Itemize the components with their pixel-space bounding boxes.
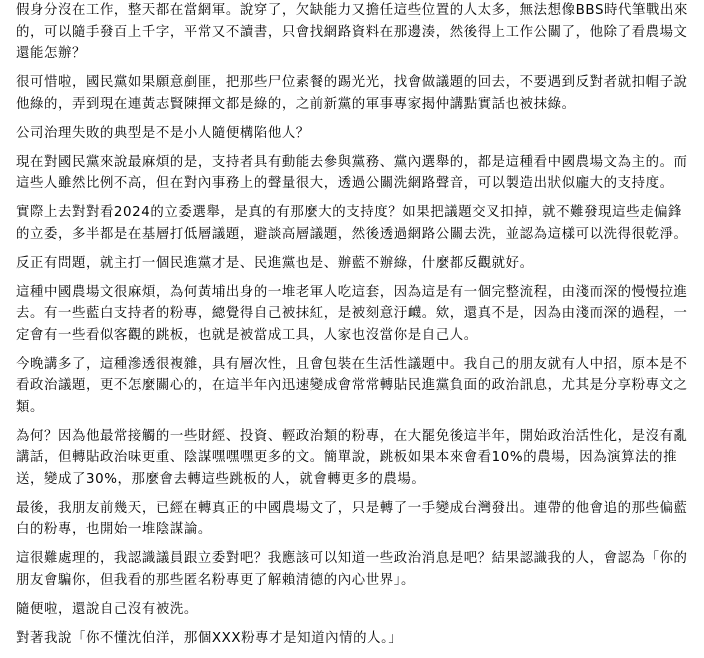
post-paragraph: 今晚講多了，這種滲透很複雜，具有層次性，且會包裝在生活性議題中。我自己的朋友就有人中招，原本是不看政治議題，更不怎麼關心的，在這半年內迅速變成會常常轉貼民進黨負面的政治訊息，尤其是分享粉專文之類。: [16, 356, 688, 415]
post-paragraph: 反正有問題，就主打一個民進黨才是、民進黨也是、辦藍不辦綠，什麼都反觀就好。: [16, 255, 534, 271]
post-paragraph: 為何？因為他最常接觸的一些財經、投資、輕政治類的粉專，在大罷免後這半年，開始政治活性化，是沒有亂講話，但轉貼政治味更重、陰謀嘿嘿嘿更多的文。簡單說，跳板如果本來會看10%的農場，因為演算法的推送，變成了30%，那麼會去轉這些跳板的人，就會轉更多的農場。: [16, 428, 688, 487]
post-paragraph: 這很難處理的，我認識議員跟立委對吧？我應該可以知道一些政治消息是吧？結果認識我的人，會認為「你的朋友會騙你，但我看的那些匿名粉專更了解賴清德的內心世界」。: [16, 551, 688, 588]
post-paragraph: 這種中國農場文很麻煩，為何黃埔出身的一堆老軍人吃這套，因為這是有一個完整流程，由淺而深的慢慢拉進去。有一些藍白支持者的粉專，總覺得自己被抹紅，是被刻意汙衊。欸，還真不是，因為由淺而深的過程，一定會有一些看似客觀的跳板，也就是被當成工具，人家也沒當你是自己人。: [16, 284, 688, 343]
post-paragraph: 對著我說「你不懂沈伯洋，那個XXX粉專才是知道內情的人。」: [16, 630, 403, 646]
post-paragraph: 隨便啦，還說自己沒有被洗。: [16, 601, 198, 617]
post-paragraph: 很可惜啦，國民黨如果願意剷匪，把那些尸位素餐的踢光光，找會做議題的回去，不要遇到反對者就扣帽子說他綠的，弄到現在連黃志賢陳揮文都是綠的，之前新黨的軍事專家揭仲講點實話也被抹綠。: [16, 75, 688, 112]
post-paragraph: 實際上去對對看2024的立委選舉，是真的有那麼大的支持度？如果把議題交叉扣掉，就不難發現這些走偏鋒的立委，多半都是在基層打低層議題，避談高層議題，然後透過網路公關去洗，並認為這樣可以洗得很乾淨。: [16, 205, 688, 242]
post-paragraph: 現在對國民黨來說最麻煩的是，支持者具有動能去參與黨務、黨內選舉的，都是這種看中國農場文為主的。而這些人雖然比例不高，但在對內事務上的聲量很大，透過公關洗網路聲音，可以製造出狀似龐大的支持度。: [16, 154, 688, 191]
post-paragraph: 公司治理失敗的典型是不是小人隨便構陷他人？: [16, 125, 310, 141]
post-paragraph: 假身分沒在工作，整天都在當網軍。說穿了，欠缺能力又擔任這些位置的人太多，無法想像BBS時代筆戰出來的，可以隨手發百上千字，平常又不讀書，只會找網路資料在那邊湊，然後得上工作公關了，他除了看農場文還能怎辦？: [16, 3, 689, 61]
post-paragraph: 最後，我朋友前幾天，已經在轉真正的中國農場文了，只是轉了一手變成台灣發出。連帶的他會追的那些偏藍白的粉專，也開始一堆陰謀論。: [16, 500, 688, 537]
